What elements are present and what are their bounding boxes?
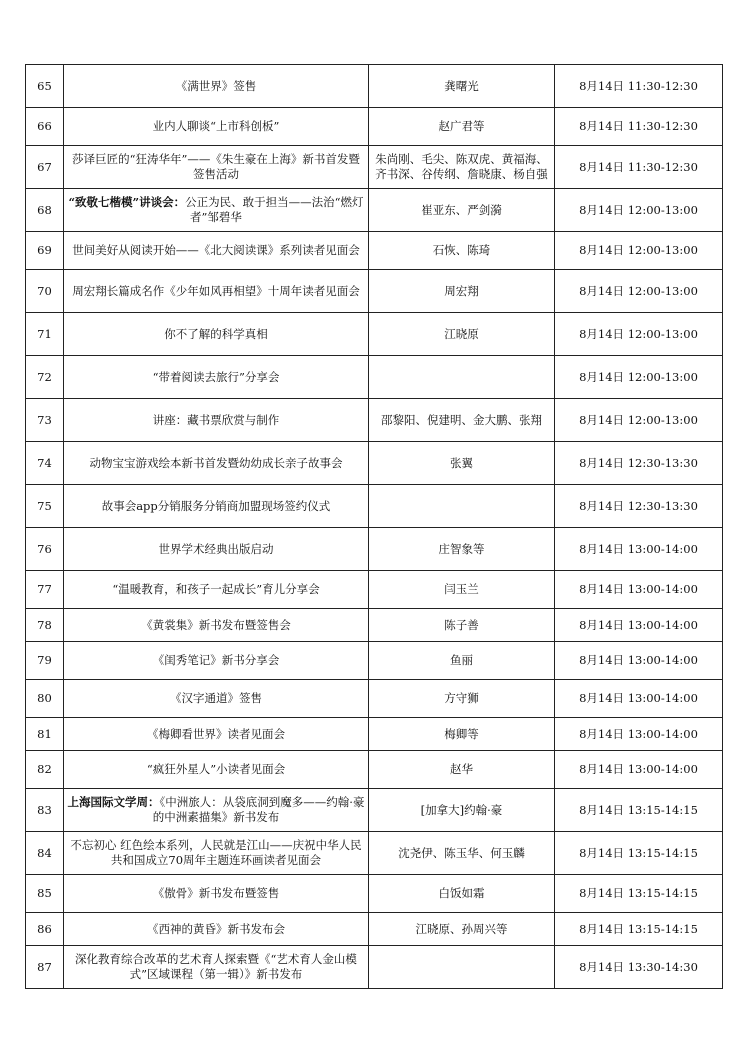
event-guests: 方守狮	[369, 680, 555, 718]
table-row	[26, 442, 723, 485]
event-time: 8月14日 12:00-13:00	[555, 399, 723, 442]
row-number: 75	[26, 485, 64, 528]
event-title-text: 《梅卿看世界》读者见面会	[147, 726, 285, 741]
table-row	[26, 485, 723, 528]
event-time: 8月14日 13:00-14:00	[555, 680, 723, 718]
table-row	[26, 875, 723, 913]
table-row	[26, 108, 723, 146]
event-guests: 鱼丽	[369, 642, 555, 680]
row-number: 81	[26, 718, 64, 751]
event-title	[64, 875, 369, 913]
table-row	[26, 832, 723, 875]
event-title-text: 故事会app分销服务分销商加盟现场签约仪式	[101, 498, 331, 513]
event-title-text: “疯狂外星人”小读者见面会	[146, 762, 286, 776]
event-title-text: 你不了解的科学真相	[164, 326, 268, 341]
event-time: 8月14日 13:00-14:00	[555, 751, 723, 789]
event-title-text: 深化教育综合改革的艺术育人探索暨《“艺术育人金山模式”区域课程（第一辑）》新书发布	[75, 952, 357, 981]
row-number: 78	[26, 609, 64, 642]
table-row	[26, 65, 723, 108]
event-title	[64, 270, 369, 313]
event-title-text: 不忘初心 红色绘本系列，人民就是江山——庆祝中华人民共和国成立70周年主题连环画读者见面会	[70, 838, 362, 867]
event-title-text: 公正为民、敢于担当——法治“燃灯者”邹碧华	[185, 195, 364, 224]
table-row	[26, 146, 723, 189]
event-guests: 赵广君等	[369, 108, 555, 146]
event-time: 8月14日 13:15-14:15	[555, 875, 723, 913]
event-title	[64, 399, 369, 442]
event-time: 8月14日 12:00-13:00	[555, 189, 723, 232]
event-time: 8月14日 13:00-14:00	[555, 528, 723, 571]
event-guests	[369, 356, 555, 399]
event-time: 8月14日 11:30-12:30	[555, 65, 723, 108]
table-row	[26, 270, 723, 313]
event-guests: 石恢、陈琦	[369, 232, 555, 270]
event-title-text: 世界学术经典出版启动	[158, 541, 274, 556]
event-time: 8月14日 12:30-13:30	[555, 485, 723, 528]
table-row	[26, 571, 723, 609]
event-guests: 江晓原	[369, 313, 555, 356]
row-number: 87	[26, 946, 64, 989]
event-title	[64, 528, 369, 571]
event-title	[64, 680, 369, 718]
table-row	[26, 356, 723, 399]
event-series-label: 上海国际文学周：	[67, 795, 160, 809]
event-guests: 陈子善	[369, 609, 555, 642]
event-guests: 邵黎阳、倪建明、金大鹏、张翔	[369, 399, 555, 442]
event-guests: 朱尚刚、毛尖、陈双虎、黄福海、齐书深、谷传纲、詹晓康、杨自强	[369, 146, 555, 189]
event-guests: 龚曙光	[369, 65, 555, 108]
event-title	[64, 146, 369, 189]
row-number: 68	[26, 189, 64, 232]
event-guests: 周宏翔	[369, 270, 555, 313]
event-time: 8月14日 11:30-12:30	[555, 146, 723, 189]
row-number: 82	[26, 751, 64, 789]
table-row	[26, 913, 723, 946]
row-number: 67	[26, 146, 64, 189]
event-title	[64, 751, 369, 789]
row-number: 86	[26, 913, 64, 946]
event-title-text: 业内人聊谈“上市科创板”	[152, 119, 280, 133]
event-time: 8月14日 13:15-14:15	[555, 832, 723, 875]
event-guests: 沈尧伊、陈玉华、何玉麟	[369, 832, 555, 875]
event-title	[64, 718, 369, 751]
event-guests	[369, 485, 555, 528]
event-title-text: 《满世界》签售	[175, 78, 257, 93]
event-title-text: “温暖教育，和孩子一起成长”育儿分享会	[112, 582, 320, 596]
event-title	[64, 789, 369, 832]
row-number: 70	[26, 270, 64, 313]
event-time: 8月14日 12:00-13:00	[555, 270, 723, 313]
event-title-text: 周宏翔长篇成名作《少年如风再相望》十周年读者见面会	[72, 283, 360, 298]
table-row	[26, 609, 723, 642]
table-row	[26, 399, 723, 442]
event-guests: [加拿大]约翰·豪	[369, 789, 555, 832]
event-title-text: 讲座：藏书票欣赏与制作	[152, 412, 280, 427]
event-schedule-table	[25, 64, 723, 989]
event-title-text: 世间美好从阅读开始——《北大阅读课》系列读者见面会	[72, 243, 360, 257]
event-time: 8月14日 13:00-14:00	[555, 571, 723, 609]
event-guests	[369, 946, 555, 989]
table-row	[26, 528, 723, 571]
event-guests: 张翼	[369, 442, 555, 485]
event-time: 8月14日 12:00-13:00	[555, 232, 723, 270]
event-title-text: 《中洲旅人：从袋底洞到魔多——约翰·豪的中洲素描集》新书发布	[152, 795, 365, 824]
event-title	[64, 189, 369, 232]
event-guests: 白饭如霜	[369, 875, 555, 913]
table-row	[26, 680, 723, 718]
row-number: 76	[26, 528, 64, 571]
event-time: 8月14日 12:00-13:00	[555, 356, 723, 399]
row-number: 84	[26, 832, 64, 875]
table-row	[26, 789, 723, 832]
event-title	[64, 832, 369, 875]
event-guests: 庄智象等	[369, 528, 555, 571]
event-title	[64, 313, 369, 356]
event-title	[64, 65, 369, 108]
event-title-text: 《黄裳集》新书发布暨签售会	[141, 617, 291, 632]
event-time: 8月14日 12:30-13:30	[555, 442, 723, 485]
row-number: 69	[26, 232, 64, 270]
row-number: 65	[26, 65, 64, 108]
table-row	[26, 189, 723, 232]
event-title	[64, 913, 369, 946]
event-title-text: “带着阅读去旅行”分享会	[152, 369, 280, 384]
event-title	[64, 108, 369, 146]
row-number: 73	[26, 399, 64, 442]
event-guests: 江晓原、孙周兴等	[369, 913, 555, 946]
event-time: 8月14日 13:00-14:00	[555, 642, 723, 680]
event-time: 8月14日 12:00-13:00	[555, 313, 723, 356]
event-title	[64, 442, 369, 485]
event-title	[64, 642, 369, 680]
event-title	[64, 609, 369, 642]
event-time: 8月14日 13:15-14:15	[555, 913, 723, 946]
event-title	[64, 356, 369, 399]
event-time: 8月14日 13:00-14:00	[555, 718, 723, 751]
row-number: 66	[26, 108, 64, 146]
event-guests: 赵华	[369, 751, 555, 789]
table-row	[26, 642, 723, 680]
row-number: 85	[26, 875, 64, 913]
event-guests: 梅卿等	[369, 718, 555, 751]
event-time: 8月14日 13:00-14:00	[555, 609, 723, 642]
event-title-text: 《汉字通道》签售	[170, 691, 262, 705]
table-row	[26, 751, 723, 789]
event-guests: 崔亚东、严剑漪	[369, 189, 555, 232]
event-series-label: “致敬七楷模”讲谈会：	[68, 195, 186, 209]
event-title-text: 《闺秀笔记》新书分享会	[152, 653, 280, 667]
table-row	[26, 232, 723, 270]
event-title	[64, 232, 369, 270]
event-title	[64, 485, 369, 528]
event-title	[64, 571, 369, 609]
row-number: 79	[26, 642, 64, 680]
row-number: 74	[26, 442, 64, 485]
row-number: 83	[26, 789, 64, 832]
event-title-text: 《西神的黄昏》新书发布会	[147, 921, 285, 936]
event-title	[64, 946, 369, 989]
event-time: 8月14日 13:30-14:30	[555, 946, 723, 989]
table-row	[26, 313, 723, 356]
event-title-text: 莎译巨匠的“狂涛华年”——《朱生豪在上海》新书首发暨签售活动	[72, 152, 360, 181]
event-time: 8月14日 11:30-12:30	[555, 108, 723, 146]
row-number: 71	[26, 313, 64, 356]
row-number: 72	[26, 356, 64, 399]
row-number: 77	[26, 571, 64, 609]
table-row	[26, 946, 723, 989]
event-time: 8月14日 13:15-14:15	[555, 789, 723, 832]
event-title-text: 《傲骨》新书发布暨签售	[152, 886, 280, 900]
event-guests: 闫玉兰	[369, 571, 555, 609]
row-number: 80	[26, 680, 64, 718]
table-row	[26, 718, 723, 751]
event-title-text: 动物宝宝游戏绘本新书首发暨幼幼成长亲子故事会	[89, 455, 343, 470]
